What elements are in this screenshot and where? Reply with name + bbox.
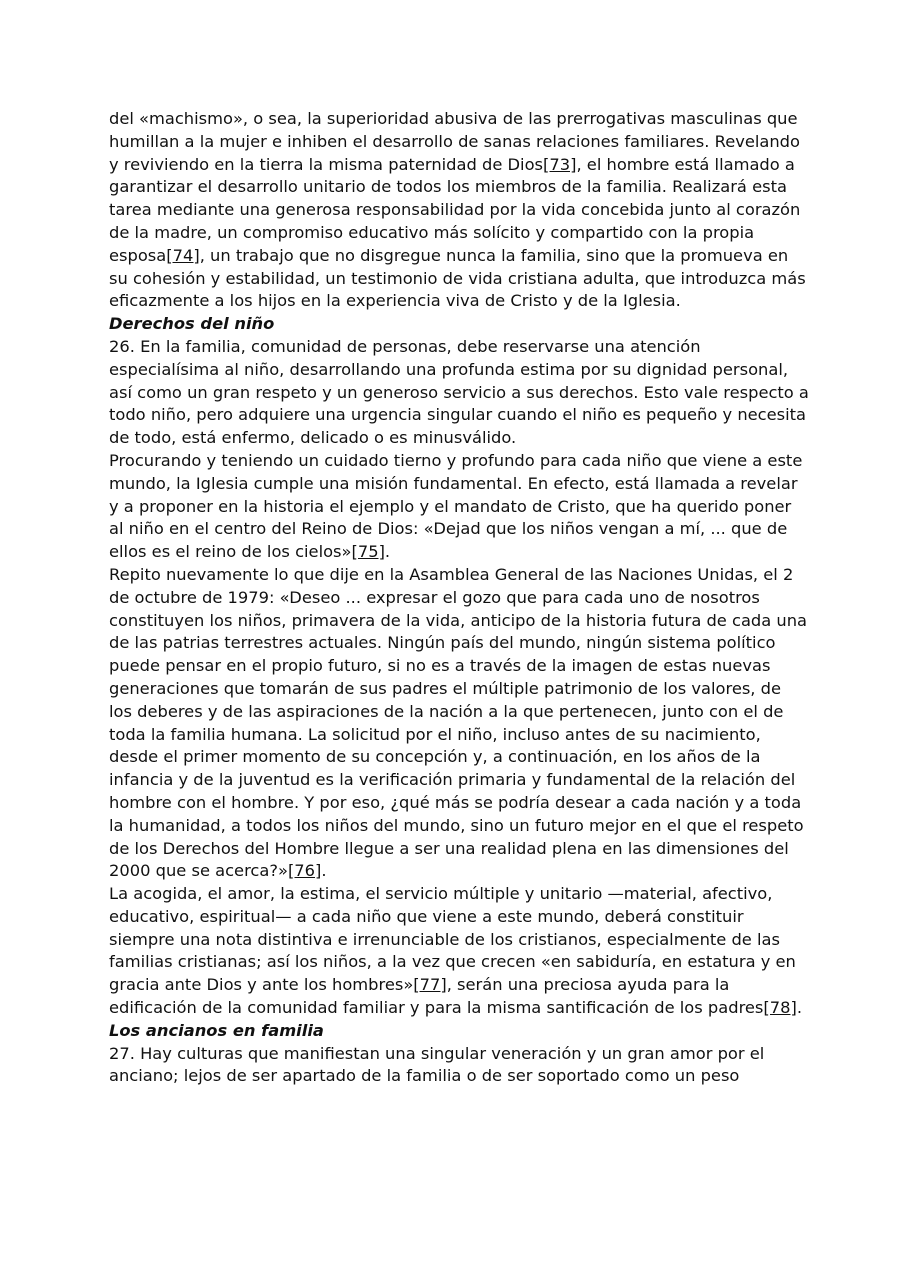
paragraph-text: , el hombre está llamado a garantizar el desarrollo unitario de todos los miembros de la familia. Realizará esta tarea mediante una generosa responsabilidad por la vida concebida junto al corazón de la madre, un compromiso educativo más solícito y compartido con la propia esposa: [109, 154, 801, 265]
paragraph-text: .: [384, 542, 391, 562]
paragraph-text: del «machismo», o sea, la superioridad abusiva de las prerrogativas masculinas que humillan a la mujer e inhiben el desarrollo de sanas relaciones familiares. Revelando y reviviendo en la tierra la misma paternidad de Dios: [109, 109, 800, 174]
paragraph-text: .: [796, 998, 803, 1018]
paragraph: [109, 450, 809, 564]
paragraph-text: , serán una preciosa ayuda para la edificación de la comunidad familiar y para la misma santificación de los padres: [109, 975, 764, 1018]
paragraph: [109, 564, 809, 883]
section-heading-los-ancianos-en-familia: Los ancianos en familia: [109, 1020, 324, 1040]
paragraph: [109, 336, 809, 450]
footnote-link-76[interactable]: [76]: [287, 861, 322, 881]
footnote-link-74[interactable]: [74]: [166, 245, 200, 265]
paragraph-text: , un trabajo que no disgregue nunca la familia, sino que la promueva en su cohesión y estabilidad, un testimonio de vida cristiana adulta, que introduzca más eficazmente a los hijos en la experiencia viva de Cristo y de la Iglesia.: [109, 245, 806, 311]
paragraph-text: 27. Hay culturas que manifiestan una singular veneración y un gran amor por el anciano; lejos de ser apartado de la familia o de ser soportado como un peso: [109, 1043, 765, 1086]
paragraph-text: Repito nuevamente lo que dije en la Asamblea General de las Naciones Unidas, el 2 de octubre de 1979: «Deseo ... expresar el gozo que para cada uno de nosotros constituyen los niños, primavera de la vida, anticipo de la historia futura de cada una de las patrias terrestres actuales. Ningún país del mundo, ningún sistema político puede pensar en el propio futuro, si no es a través de la imagen de estas nuevas generaciones que tomarán de sus padres el múltiple patrimonio de los valores, de los deberes y de las aspiraciones de la nación a la que pertenecen, junto con el de toda la familia humana. La solicitud por el niño, incluso antes de su nacimiento, desde el primer momento de su concepción y, a continuación, en los años de la infancia y de la juventud es la verificación primaria y fundamental de la relación del hombre con el hombre. Y por eso, ¿qué más se podría desear a cada nación y a toda la humanidad, a todos los niños del mundo, sino un futuro mejor en el que el respeto de los Derechos del Hombre llegue a ser una realidad plena en las dimensiones del 2000 que se acerca?»: [109, 564, 808, 881]
paragraph: [109, 883, 809, 1020]
paragraph: [109, 1043, 809, 1089]
paragraph-text: Procurando y teniendo un cuidado tierno y profundo para cada niño que viene a este mundo, la Iglesia cumple una misión fundamental. En efecto, está llamada a revelar y a proponer en la historia el ejemplo y el mandato de Cristo, que ha querido poner al niño en el centro del Reino de Dios: «Dejad que los niños vengan a mí, ... que de ellos es el reino de los cielos»: [109, 450, 803, 562]
document-page: [109, 108, 809, 1088]
footnote-link-77[interactable]: [77]: [413, 975, 447, 995]
footnote-link-78[interactable]: [78]: [763, 998, 797, 1018]
paragraph-text: 26. En la familia, comunidad de personas, debe reservarse una atención especialísima al niño, desarrollando una profunda estima por su dignidad personal, así como un gran respeto y un generoso servicio a sus derechos. Esto vale respecto a todo niño, pero adquiere una urgencia singular cuando el niño es pequeño y necesita de todo, está enfermo, delicado o es minusválido.: [109, 336, 809, 448]
footnote-link-75[interactable]: [75]: [351, 542, 385, 562]
section-heading-derechos-del-nino: Derechos del niño: [109, 314, 275, 334]
footnote-link-73[interactable]: [73]: [543, 154, 577, 174]
paragraph-text: La acogida, el amor, la estima, el servicio múltiple y unitario —material, afectivo, educativo, espiritual— a cada niño que viene a este mundo, deberá constituir siempre una nota distintiva e irrenunciable de los cristianos, especialmente de las familias cristianas; así los niños, a la vez que crecen «en sabiduría, en estatura y en gracia ante Dios y ante los hombres»: [109, 884, 796, 995]
paragraph-text: .: [321, 861, 327, 881]
paragraph: [109, 108, 809, 313]
